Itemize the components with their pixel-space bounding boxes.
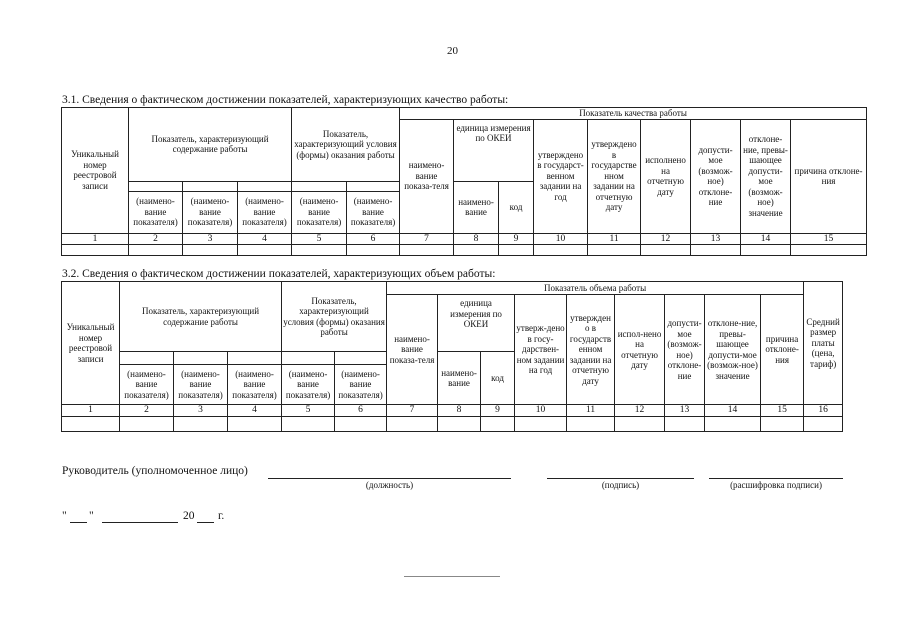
hdr-allowed-deviation: допусти-мое (возмож-ное) отклоне-ние xyxy=(665,295,705,405)
position-line[interactable] xyxy=(268,478,511,479)
hdr-average-fee: Средний размер платы (цена, тариф) xyxy=(804,282,843,405)
col-number: 12 xyxy=(641,233,691,245)
hdr-unit-code: код xyxy=(499,181,534,233)
signature-line[interactable] xyxy=(547,478,694,479)
col-number: 14 xyxy=(741,233,791,245)
hdr-over-deviation: отклоне-ние, превы-шающее допусти-мое (возмож-ное) значение xyxy=(705,295,761,405)
hdr-content-indicator: Показатель, характеризующий содержание работы xyxy=(120,282,282,352)
hdr-approved-date: утвержден о в государств енном задании на отчетную дату xyxy=(567,295,615,405)
hdr-unique-number: Уникальный номер реестровой записи xyxy=(62,108,129,234)
hdr-volume-indicator: Показатель объема работы xyxy=(387,282,804,295)
hdr-quality-indicator: Показатель качества работы xyxy=(400,108,867,120)
date-close-quote: " xyxy=(89,510,94,522)
section2-heading: 3.2. Сведения о фактическом достижении показателей, характеризующих объем работы: xyxy=(62,268,496,280)
col-number: 6 xyxy=(335,405,387,417)
hdr-indicator-name: (наимено-вание показателя) xyxy=(129,191,183,233)
table-row xyxy=(62,245,867,256)
hdr-indicator-name: (наимено-вание показателя) xyxy=(120,365,174,405)
hdr-conditions-indicator: Показатель, характеризующий условия (формы) оказания работы xyxy=(292,108,400,182)
col-number: 13 xyxy=(691,233,741,245)
decoding-line[interactable] xyxy=(709,478,843,479)
col-number: 3 xyxy=(174,405,228,417)
col-number: 15 xyxy=(761,405,804,417)
hdr-indicator-name: (наимено-вание показателя) xyxy=(174,365,228,405)
col-number: 3 xyxy=(183,233,238,245)
col-number: 9 xyxy=(481,405,515,417)
col-number: 8 xyxy=(454,233,499,245)
hdr-executed: испол-нено на отчетную дату xyxy=(615,295,665,405)
col-number: 10 xyxy=(515,405,567,417)
volume-table xyxy=(61,281,843,432)
col-number: 11 xyxy=(567,405,615,417)
date-year-line[interactable] xyxy=(197,522,214,523)
footnote-divider xyxy=(404,576,500,577)
hdr-indicator-name: (наимено-вание показателя) xyxy=(335,365,387,405)
hdr-reason: причина отклоне-ния xyxy=(791,119,867,233)
col-number: 10 xyxy=(534,233,588,245)
hdr-indicator-name: (наимено-вание показателя) xyxy=(282,365,335,405)
section1-heading: 3.1. Сведения о фактическом достижении показателей, характеризующих качество работы: xyxy=(62,94,509,106)
hdr-unit-name: наимено-вание xyxy=(454,181,499,233)
col-number: 1 xyxy=(62,405,120,417)
manager-label: Руководитель (уполномоченное лицо) xyxy=(62,465,248,477)
page-number: 20 xyxy=(447,45,458,57)
date-month-line[interactable] xyxy=(102,522,178,523)
col-number: 9 xyxy=(499,233,534,245)
col-number: 12 xyxy=(615,405,665,417)
hdr-conditions-indicator: Показатель, характеризующий условия (формы) оказания работы xyxy=(282,282,387,352)
col-number: 2 xyxy=(120,405,174,417)
col-number: 11 xyxy=(588,233,641,245)
hdr-unit: единица измерения по ОКЕИ xyxy=(454,119,534,181)
col-number: 2 xyxy=(129,233,183,245)
hdr-name-indicator: наимено-вание показа-теля xyxy=(400,119,454,233)
hdr-approved-date: утверждено в государстве нном задании на отчетную дату xyxy=(588,119,641,233)
hdr-unit-code: код xyxy=(481,352,515,405)
date-year-suffix: г. xyxy=(218,510,225,522)
hdr-approved-year: утверждено в государст-венном задании на год xyxy=(534,119,588,233)
col-number: 15 xyxy=(791,233,867,245)
position-caption: (должность) xyxy=(365,480,414,490)
quality-table xyxy=(61,107,867,256)
decoding-caption: (расшифровка подписи) xyxy=(730,480,822,490)
hdr-unit-name: наимено-вание xyxy=(438,352,481,405)
col-number: 14 xyxy=(705,405,761,417)
hdr-indicator-name: (наимено-вание показателя) xyxy=(238,191,292,233)
hdr-unique-number: Уникальный номер реестровой записи xyxy=(62,282,120,405)
date-open-quote: " xyxy=(62,510,67,522)
hdr-indicator-name: (наимено-вание показателя) xyxy=(228,365,282,405)
date-day-line[interactable] xyxy=(70,522,87,523)
col-number: 5 xyxy=(282,405,335,417)
hdr-over-deviation: отклоне-ние, превы-шающее допусти-мое (возмож-ное) значение xyxy=(741,119,791,233)
col-number: 1 xyxy=(62,233,129,245)
hdr-allowed-deviation: допусти-мое (возмож-ное) отклоне-ние xyxy=(691,119,741,233)
col-number: 6 xyxy=(347,233,400,245)
col-number: 4 xyxy=(238,233,292,245)
hdr-indicator-name: (наимено-вание показателя) xyxy=(292,191,347,233)
hdr-reason: причина отклоне-ния xyxy=(761,295,804,405)
col-number: 8 xyxy=(438,405,481,417)
col-number: 13 xyxy=(665,405,705,417)
signature-caption: (подпись) xyxy=(601,480,640,490)
hdr-approved-year: утверж-дено в госу-дарствен-ном задании на год xyxy=(515,295,567,405)
hdr-indicator-name: (наимено-вание показателя) xyxy=(183,191,238,233)
table-row xyxy=(62,417,843,432)
hdr-indicator-name: (наимено-вание показателя) xyxy=(347,191,400,233)
hdr-executed: исполнено на отчетную дату xyxy=(641,119,691,233)
col-number: 7 xyxy=(400,233,454,245)
col-number: 4 xyxy=(228,405,282,417)
hdr-content-indicator: Показатель, характеризующий содержание работы xyxy=(129,108,292,182)
col-number: 16 xyxy=(804,405,843,417)
date-year-prefix: 20 xyxy=(183,510,195,522)
col-number: 5 xyxy=(292,233,347,245)
hdr-name-indicator: наимено-вание показа-теля xyxy=(387,295,438,405)
col-number: 7 xyxy=(387,405,438,417)
hdr-unit: единица измерения по ОКЕИ xyxy=(438,295,515,352)
